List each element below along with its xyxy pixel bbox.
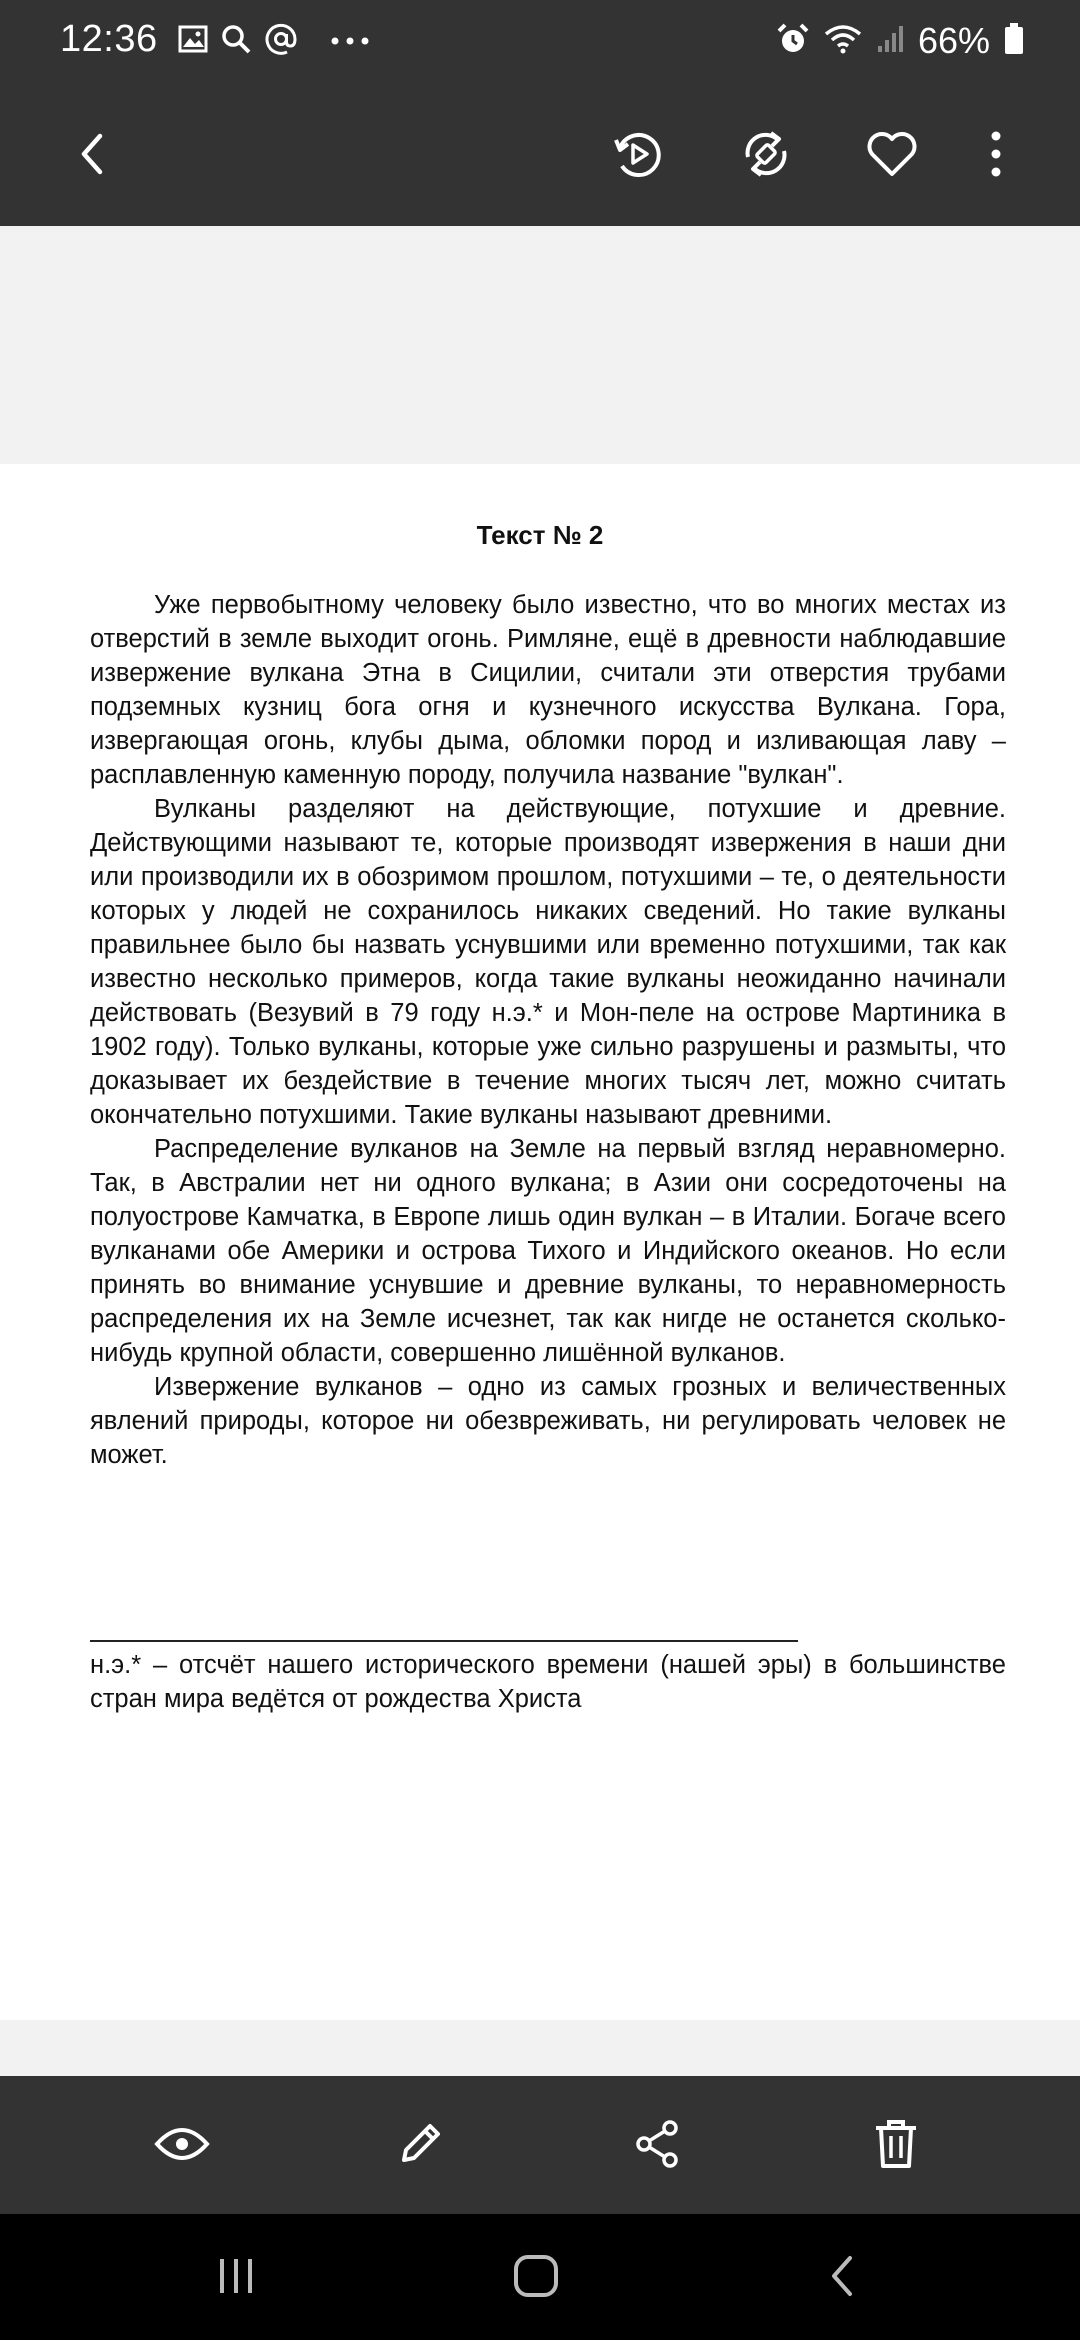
back-nav-button[interactable]: [812, 2250, 872, 2306]
at-icon: [264, 22, 298, 61]
wifi-icon: [824, 24, 862, 59]
rotate-icon: [739, 127, 793, 186]
paragraph: Распределение вулканов на Земле на первый взгляд неравномерно. Так, в Австралии нет ни одного вулкана; в Азии они сосредоточены на полуострове Камчатка, в Европе лишь один вулкан – в Италии. Богаче всего вулканами обе Америки и острова Тихого и Индийского океанов. Но если принять во внимание уснувшие и древние вулканы, то неравномерность распределения их на Земле исчезнет, так как нигде не останется сколько-нибудь крупной области, совершенно лишённой вулканов.: [90, 1135, 1006, 1367]
delete-icon: [873, 2118, 919, 2175]
home-icon: [512, 2253, 560, 2304]
status-bar: [0, 0, 1080, 84]
status-time: 12:36: [60, 18, 158, 60]
search-icon: [220, 23, 252, 60]
view-button[interactable]: [152, 2116, 212, 2176]
more-options-button[interactable]: [964, 124, 1028, 188]
delete-button[interactable]: [866, 2116, 926, 2176]
alarm-icon: [776, 22, 810, 61]
share-button[interactable]: [628, 2116, 688, 2176]
favorite-button[interactable]: [860, 124, 924, 188]
system-nav-bar: [0, 2214, 1080, 2340]
edit-icon: [396, 2120, 444, 2173]
view-icon: [154, 2124, 210, 2169]
back-nav-icon: [826, 2254, 858, 2303]
back-icon: [72, 130, 112, 183]
edit-button[interactable]: [390, 2116, 450, 2176]
home-button[interactable]: [506, 2250, 566, 2306]
more-dots-icon: [330, 33, 370, 51]
more-options-icon: [990, 130, 1002, 183]
viewer-background-bottom: [0, 2020, 1080, 2076]
paragraph: Извержение вулканов – одно из самых грозных и величественных явлений природы, которое ни обезвреживать, ни регулировать человек не может.: [90, 1373, 1006, 1469]
battery-percent: 66%: [917, 20, 990, 61]
viewer-background-top: [0, 226, 1080, 464]
motion-photo-button[interactable]: [606, 124, 670, 188]
paragraph: Уже первобытному человеку было известно, что во многих местах из отверстий в земле выходит огонь. Римляне, ещё в древности наблюдавшие извержение вулкана Этна в Сицилии, считали эти отверстия трубами подземных кузниц бога огня и кузнечного искусства Вулкана. Гора, извергающая огонь, клубы дыма, обломки пород и изливающая лаву – расплавленную каменную породу, получила название "вулкан".: [90, 591, 1006, 789]
recent-apps-icon: [216, 2257, 256, 2300]
motion-photo-icon: [612, 128, 664, 185]
footnote: н.э.* – отсчёт нашего исторического времени (нашей эры) в большинстве стран мира ведётся от рождества Христа: [90, 1651, 1006, 1713]
rotate-button[interactable]: [734, 124, 798, 188]
battery-icon: [1004, 23, 1024, 60]
recent-apps-button[interactable]: [206, 2250, 266, 2306]
favorite-icon: [866, 130, 918, 183]
paragraph: Вулканы разделяют на действующие, потухшие и древние. Действующими называют те, которые производят извержения в наши дни или производили их в обозримом прошлом, потухшими – те, о деятельности которых у людей не сохранилось никаких сведений. Но такие вулканы правильнее было бы назвать уснувшими или временно потухшими, так как известно несколько примеров, когда такие вулканы неожиданно начинали действовать (Везувий в 79 году н.э.* и Мон-пеле на острове Мартиника в 1902 году). Только вулканы, которые уже сильно разрушены и размыты, что доказывает их бездействие в течение многих тысяч лет, можно считать окончательно потухшими. Такие вулканы называют древними.: [90, 795, 1006, 1129]
share-icon: [634, 2118, 682, 2175]
image-icon: [178, 25, 208, 58]
document-body: [90, 588, 1006, 1472]
bottom-action-bar: [0, 2076, 1080, 2214]
signal-icon: [876, 24, 904, 59]
footnote-divider: [90, 1640, 798, 1642]
back-button[interactable]: [60, 124, 124, 188]
viewer-toolbar: [0, 84, 1080, 226]
document-title: Текст № 2: [476, 520, 604, 550]
document-page[interactable]: [0, 464, 1080, 2020]
